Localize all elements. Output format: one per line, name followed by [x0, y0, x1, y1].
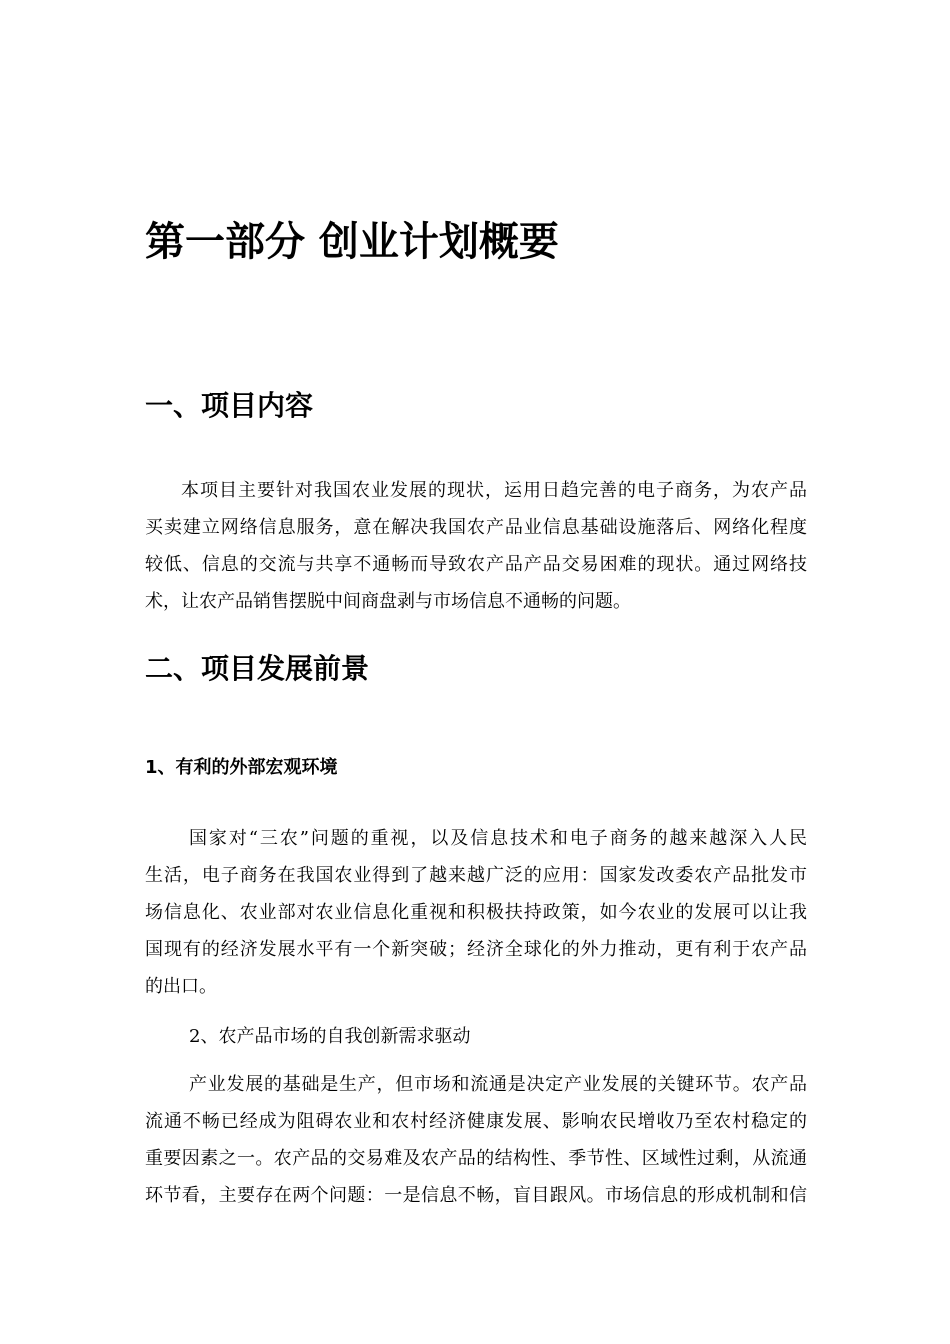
paragraph-line: 术，让农产品销售摆脱中间商盘剥与市场信息不通畅的问题。: [145, 591, 631, 612]
paragraph-line: 买卖建立网络信息服务，意在解决我国农产品业信息基础设施落后、网络化程度: [145, 517, 807, 538]
paragraph-line: 重要因素之一。农产品的交易难及农产品的结构性、季节性、区域性过剩，从流通: [145, 1148, 807, 1169]
paragraph-line: 产业发展的基础是生产，但市场和流通是决定产业发展的关键环节。农产品: [189, 1074, 807, 1095]
external-environment-paragraph: [145, 820, 807, 1005]
paragraph-line: 场信息化、农业部对农业信息化重视和积极扶持政策，如今农业的发展可以让我: [145, 902, 807, 923]
subheading-market-innovation: [145, 1018, 807, 1055]
project-content-paragraph: [145, 472, 807, 620]
paragraph-line: 国家对“三农”问题的重视，以及信息技术和电子商务的越来越深入人民: [189, 828, 807, 849]
paragraph-line: 本项目主要针对我国农业发展的现状，运用日趋完善的电子商务，为农产品: [181, 480, 807, 501]
paragraph-line: 2、农产品市场的自我创新需求驱动: [189, 1026, 471, 1047]
paragraph-line: 的出口。: [145, 976, 217, 997]
paragraph-line: 生活，电子商务在我国农业得到了越来越广泛的应用：国家发改委农产品批发市: [145, 865, 807, 886]
paragraph-line: 较低、信息的交流与共享不通畅而导致农产品产品交易困难的现状。通过网络技: [145, 554, 807, 575]
paragraph-line: 国现有的经济发展水平有一个新突破；经济全球化的外力推动，更有利于农产品: [145, 939, 807, 960]
subheading-external-environment: 1、有利的外部宏观环境: [145, 757, 338, 778]
part-title: 第一部分 创业计划概要: [145, 219, 559, 265]
section-heading-project-content: 一、项目内容: [145, 389, 314, 422]
paragraph-line: 流通不畅已经成为阻碍农业和农村经济健康发展、影响农民增收乃至农村稳定的: [145, 1111, 807, 1132]
paragraph-line: 环节看，主要存在两个问题：一是信息不畅，盲目跟风。市场信息的形成机制和信: [145, 1185, 807, 1206]
market-innovation-paragraph: [145, 1066, 807, 1214]
section-heading-development-prospects: 二、项目发展前景: [145, 652, 370, 685]
